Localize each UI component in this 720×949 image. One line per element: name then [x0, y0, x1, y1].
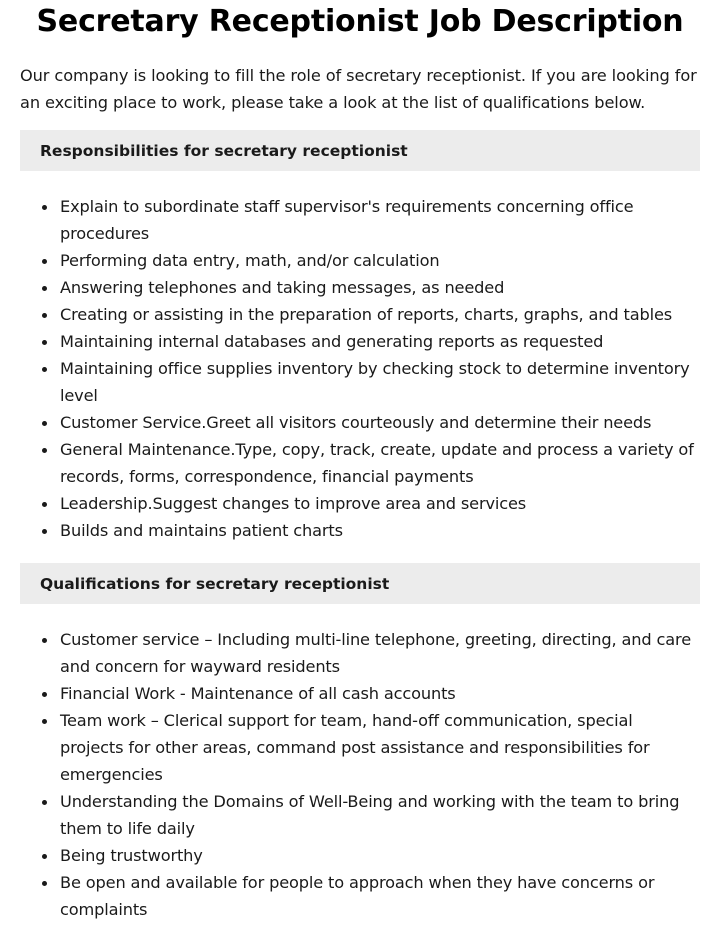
intro-paragraph: Our company is looking to fill the role of secretary receptionist. If you are looking for an exciting place to work, please take a look at the list of qualifications below. — [20, 66, 697, 112]
list-item: Maintaining office supplies inventory by checking stock to determine inventory level — [60, 355, 700, 409]
list-item: Financial Work - Maintenance of all cash accounts — [60, 680, 700, 707]
qualifications-heading: Qualifications for secretary receptionist — [20, 563, 700, 604]
responsibilities-list — [20, 193, 700, 544]
qualifications-list — [20, 626, 700, 923]
list-item: Customer Service.Greet all visitors courteously and determine their needs — [60, 409, 700, 436]
page-title: Secretary Receptionist Job Description — [36, 4, 684, 39]
list-item: Understanding the Domains of Well-Being and working with the team to bring them to life daily — [60, 788, 700, 842]
list-item: Maintaining internal databases and generating reports as requested — [60, 328, 700, 355]
list-item: Customer service – Including multi-line telephone, greeting, directing, and care and concern for wayward residents — [60, 626, 700, 680]
responsibilities-heading: Responsibilities for secretary receptionist — [20, 130, 700, 171]
list-item: General Maintenance.Type, copy, track, create, update and process a variety of records, forms, correspondence, financial payments — [60, 436, 700, 490]
list-item: Creating or assisting in the preparation of reports, charts, graphs, and tables — [60, 301, 700, 328]
list-item: Leadership.Suggest changes to improve area and services — [60, 490, 700, 517]
list-item: Be open and available for people to approach when they have concerns or complaints — [60, 869, 700, 923]
list-item: Performing data entry, math, and/or calculation — [60, 247, 700, 274]
list-item: Builds and maintains patient charts — [60, 517, 700, 544]
list-item: Explain to subordinate staff supervisor's requirements concerning office procedures — [60, 193, 700, 247]
list-item: Being trustworthy — [60, 842, 700, 869]
list-item: Answering telephones and taking messages, as needed — [60, 274, 700, 301]
list-item: Team work – Clerical support for team, hand-off communication, special projects for other areas, command post assistance and responsibilities for emergencies — [60, 707, 700, 788]
